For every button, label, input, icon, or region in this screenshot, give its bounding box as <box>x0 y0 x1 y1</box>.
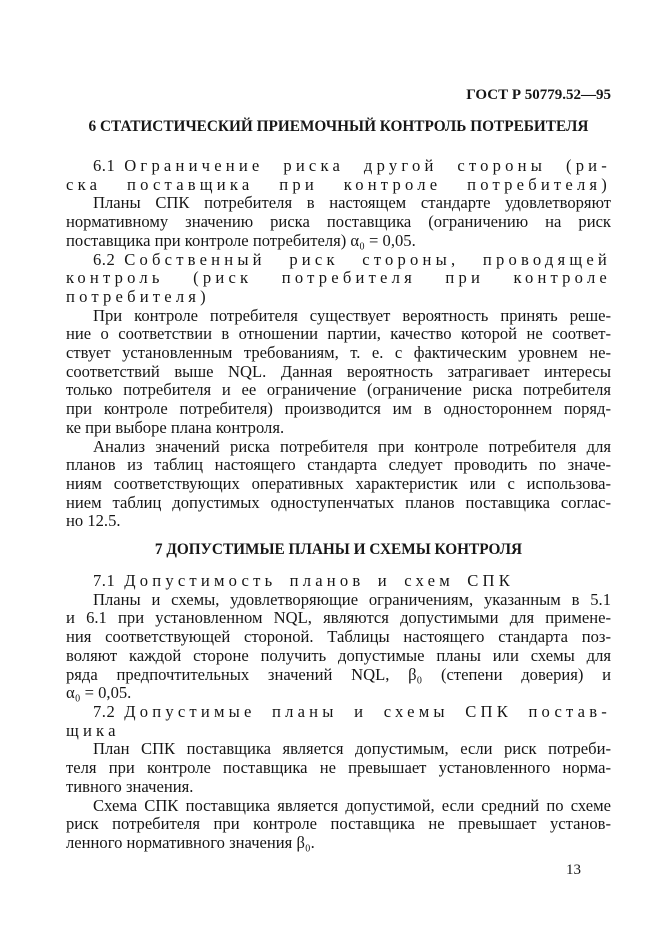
section-6-title: 6 СТАТИСТИЧЕСКИЙ ПРИЕМОЧНЫЙ КОНТРОЛЬ ПОТРЕБИТЕЛЯ <box>88 118 589 135</box>
text-line: При контроле потребителя существует вероятность принять реше- <box>93 305 611 325</box>
paragraph <box>66 438 611 532</box>
clause-heading-text: потребителя) <box>66 286 210 306</box>
paragraph <box>66 740 611 796</box>
standard-reference: ГОСТ Р 50779.52—95 <box>466 87 611 103</box>
text-line <box>66 572 611 591</box>
clause-heading-text: контроль (риск потребителя при контроле <box>66 268 611 288</box>
text-line: поставщика при контроле потребителя) α₀ = 0,05. <box>66 230 416 250</box>
clause-heading-text: Ограничение риска другой стороны (ри- <box>124 156 611 175</box>
paragraph <box>66 194 611 250</box>
text-line <box>66 251 611 270</box>
text-line: воляют каждой стороне получить допустимые планы или схемы для <box>66 645 611 665</box>
clause-7-1-heading <box>66 572 611 591</box>
text-line <box>66 157 611 176</box>
paragraph <box>66 591 611 703</box>
page-number: 13 <box>566 861 581 878</box>
text-line: Планы СПК потребителя в настоящем стандарте удовлетворяют <box>93 193 611 213</box>
text-line <box>66 269 611 288</box>
clause-number: 6.2 <box>93 249 116 269</box>
section-7-title: 7 ДОПУСТИМЫЕ ПЛАНЫ И СХЕМЫ КОНТРОЛЯ <box>154 541 523 559</box>
text-line: План СПК поставщика является допустимым, если риск потреби- <box>93 739 611 759</box>
section-7-body <box>66 572 611 853</box>
text-line: ние о соответствии в отношении партии, качество которой не соответ- <box>66 324 611 344</box>
text-line: ряда предпочтительных значений NQL, β₀ (степени доверия) и <box>66 664 611 684</box>
text-line: но 12.5. <box>66 511 121 531</box>
paragraph <box>66 307 611 438</box>
text-line: и 6.1 при установленном NQL, являются допустимыми для примене- <box>66 608 611 628</box>
text-line: нием таблиц допустимых одноступенчатых планов поставщика соглас- <box>66 492 611 512</box>
clause-7-2-heading <box>66 703 611 740</box>
text-line: ния соответствующей стороной. Таблицы настоящего стандарта поз- <box>66 627 611 647</box>
clause-6-2-heading <box>66 251 611 307</box>
text-line: ке при выборе плана контроля. <box>66 417 285 437</box>
text-line <box>66 288 611 307</box>
text-line: ствует установленным требованиям, т. е. с фактическим уровнем не- <box>66 343 611 363</box>
text-line: ниям соответствующих оперативных характеристик или с использова- <box>66 473 611 493</box>
clause-number: 7.1 <box>93 571 116 591</box>
text-line: соответствий выше NQL. Данная вероятность затрагивает интересы <box>66 361 611 381</box>
text-line <box>66 176 611 195</box>
paragraph <box>66 797 611 853</box>
text-line: при контроле потребителя) производится им в одностороннем поряд- <box>66 399 611 419</box>
text-line: α₀ = 0,05. <box>66 683 132 703</box>
text-line: Анализ значений риска потребителя при контроле потребителя для <box>93 436 611 456</box>
clause-number: 6.1 <box>93 156 116 175</box>
section-6-body <box>66 157 611 531</box>
clause-heading-text: ска поставщика при контроле потребителя) <box>66 174 611 194</box>
clause-heading-text: щика <box>66 720 120 740</box>
text-line: риск потребителя при контроле поставщика не превышает установ- <box>66 814 611 834</box>
clause-number: 7.2 <box>93 701 116 721</box>
text-line: планов из таблиц настоящего стандарта следует проводить по значе- <box>66 455 611 475</box>
text-line: только потребителя и ее ограничение (ограничение риска потребителя <box>66 380 611 400</box>
text-line <box>66 722 611 741</box>
text-line: ленного нормативного значения β₀. <box>66 832 315 852</box>
text-line: теля при контроле поставщика не превышает установленного норма- <box>66 758 611 778</box>
clause-heading-text: Собственный риск стороны, проводящей <box>124 249 611 269</box>
clause-6-1-heading <box>66 157 611 194</box>
clause-heading-text: Допустимость планов и схем СПК <box>124 571 514 591</box>
text-line: тивного значения. <box>66 776 194 796</box>
text-line: Схема СПК поставщика является допустимой, если средний по схеме <box>93 795 611 815</box>
text-line <box>66 703 611 722</box>
text-line: нормативному значению риска поставщика (ограничению на риск <box>66 212 611 232</box>
text-line: Планы и схемы, удовлетворяющие ограничениям, указанным в 5.1 <box>93 589 611 609</box>
clause-heading-text: Допустимые планы и схемы СПК постав- <box>124 701 611 721</box>
